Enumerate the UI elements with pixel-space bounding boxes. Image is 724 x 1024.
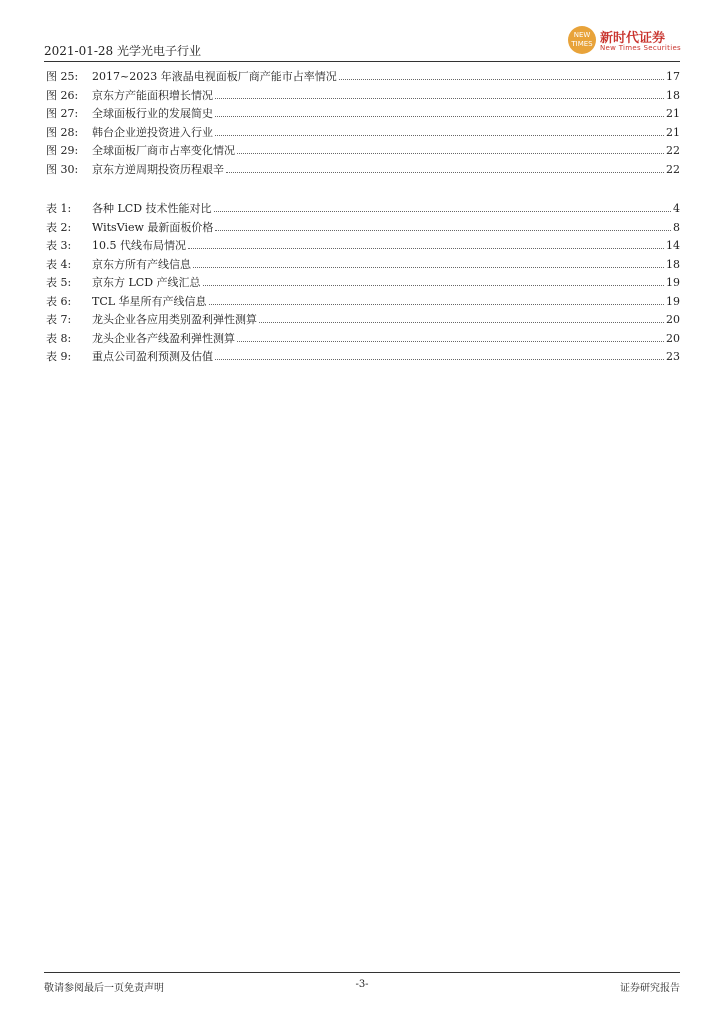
entry-label: 图 29: (46, 144, 79, 157)
entry-label: 图 25: (46, 70, 79, 83)
entry-title: 京东方逆周期投资历程艰辛 (92, 162, 224, 176)
entry-page: 20 (666, 331, 680, 345)
entry-page: 18 (666, 88, 680, 102)
entry-title: 全球面板厂商市占率变化情况 (92, 144, 235, 157)
page-header (44, 24, 680, 64)
entry-page: 21 (666, 107, 680, 120)
entry-label: 表 1: (46, 202, 72, 215)
toc-entry[interactable] (46, 348, 680, 367)
logo-badge-icon: NEW TIMES (568, 26, 596, 54)
entry-label: 表 5: (46, 276, 72, 289)
entry-page: 20 (666, 313, 680, 326)
entry-label: 表 3: (46, 239, 72, 252)
entry-title: 京东方 LCD 产线汇总 (92, 276, 201, 289)
entry-page: 14 (666, 239, 680, 252)
dot-leader (215, 90, 664, 99)
entry-title: 京东方产能面积增长情况 (92, 88, 213, 102)
entry-title: 全球面板行业的发展简史 (92, 107, 213, 120)
entry-label: 图 30: (46, 162, 79, 176)
footer-report-type: 证券研究报告 (620, 983, 680, 994)
toc-entry[interactable] (46, 237, 680, 256)
entry-title: 京东方所有产线信息 (92, 257, 191, 271)
entry-page: 21 (666, 125, 680, 139)
entry-title: 重点公司盈利预测及估值 (92, 350, 213, 363)
entry-title: WitsView 最新面板价格 (92, 220, 214, 234)
entry-title: 10.5 代线布局情况 (92, 239, 186, 252)
dot-leader (226, 164, 664, 173)
entry-label: 图 27: (46, 107, 79, 120)
entry-label: 表 2: (46, 220, 72, 234)
entry-title: 龙头企业各应用类别盈利弹性测算 (92, 313, 257, 326)
dot-leader (339, 71, 664, 80)
entry-title: 2017~2023 年液晶电视面板厂商产能市占率情况 (92, 70, 337, 83)
entry-title: TCL 华星所有产线信息 (92, 294, 207, 308)
dot-leader (209, 296, 664, 305)
entry-page: 8 (673, 220, 680, 234)
entry-page: 19 (666, 276, 680, 289)
entry-page: 18 (666, 257, 680, 271)
dot-leader (215, 222, 671, 231)
figure-list (46, 68, 680, 179)
dot-leader (193, 259, 664, 268)
footer-disclaimer[interactable]: 敬请参阅最后一页免责声明 (44, 983, 164, 994)
dot-leader (214, 203, 671, 212)
logo-name-en: New Times Securities (600, 44, 681, 52)
entry-title: 龙头企业各产线盈利弹性测算 (92, 331, 235, 345)
entry-page: 22 (666, 162, 680, 176)
entry-title: 韩台企业逆投资进入行业 (92, 125, 213, 139)
table-list (46, 200, 680, 367)
entry-label: 表 8: (46, 331, 72, 345)
page-footer (44, 972, 680, 994)
entry-label: 图 26: (46, 88, 79, 102)
toc-entry[interactable] (46, 219, 680, 238)
entry-label: 表 6: (46, 294, 72, 308)
dot-leader (215, 127, 664, 136)
logo-name-cn: 新时代证券 (600, 31, 666, 46)
dot-leader (237, 145, 664, 154)
entry-page: 22 (666, 144, 680, 157)
entry-page: 23 (666, 350, 680, 363)
dot-leader (203, 277, 664, 286)
toc-entry[interactable] (46, 142, 680, 161)
toc-entry[interactable] (46, 124, 680, 143)
dot-leader (215, 108, 664, 117)
entry-page: 4 (673, 202, 680, 215)
entry-title: 各种 LCD 技术性能对比 (92, 202, 212, 215)
entry-label: 表 4: (46, 257, 72, 271)
toc-entry[interactable] (46, 293, 680, 312)
entry-label: 表 9: (46, 350, 72, 363)
toc-entry[interactable] (46, 105, 680, 124)
dot-leader (188, 240, 664, 249)
header-divider (44, 61, 680, 62)
toc-entry[interactable] (46, 274, 680, 293)
dot-leader (237, 333, 664, 342)
company-logo (560, 24, 680, 58)
toc-entry[interactable] (46, 256, 680, 275)
entry-page: 17 (666, 70, 680, 83)
dot-leader (215, 351, 664, 360)
toc-entry[interactable] (46, 330, 680, 349)
toc-entry[interactable] (46, 200, 680, 219)
entry-label: 表 7: (46, 313, 72, 326)
entry-page: 19 (666, 294, 680, 308)
entry-label: 图 28: (46, 125, 79, 139)
toc-entry[interactable] (46, 311, 680, 330)
toc-entry[interactable] (46, 68, 680, 87)
toc-entry[interactable] (46, 87, 680, 106)
toc-entry[interactable] (46, 161, 680, 180)
dot-leader (259, 314, 664, 323)
header-date-section: 2021-01-28 光学光电子行业 (44, 44, 202, 58)
page-number: -3- (355, 979, 369, 990)
